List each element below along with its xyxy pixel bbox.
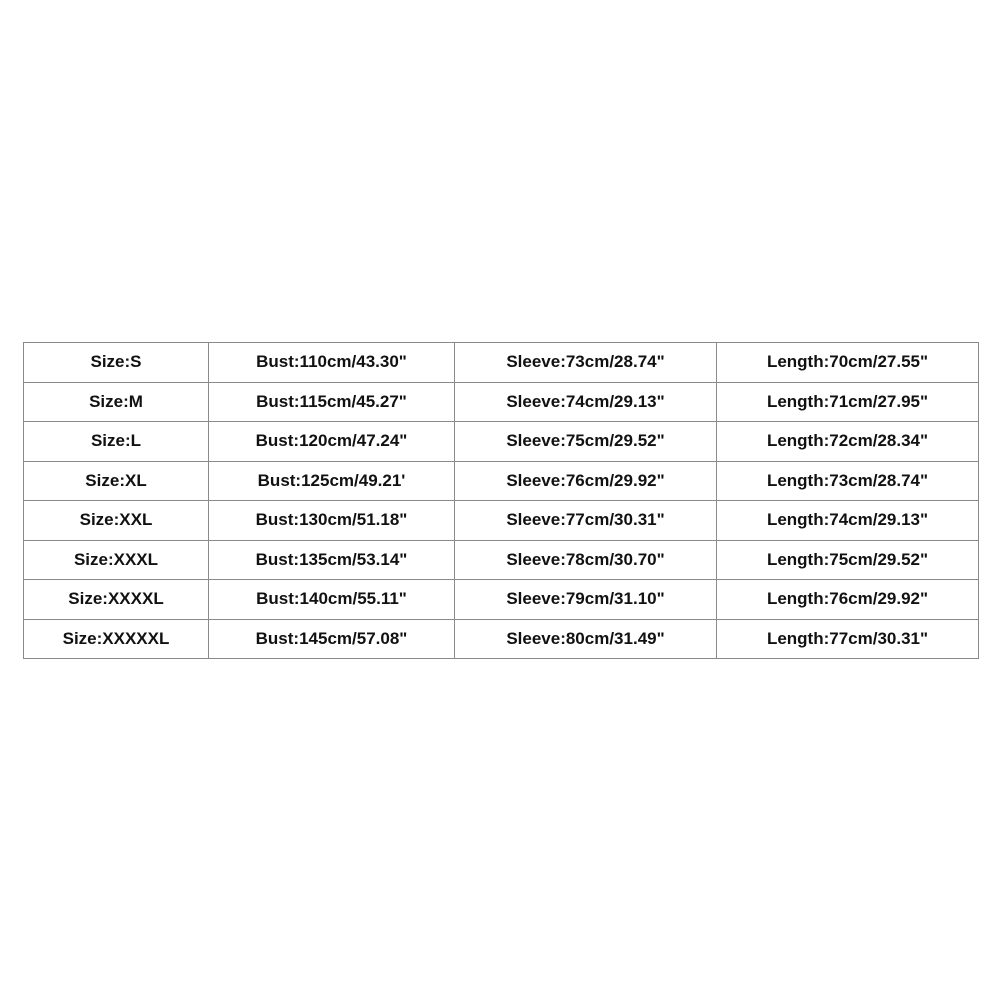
bust-cell: Bust:115cm/45.27" [209,382,455,422]
bust-cell: Bust:130cm/51.18" [209,501,455,541]
size-cell: Size:M [24,382,209,422]
bust-cell: Bust:145cm/57.08" [209,619,455,659]
sleeve-cell: Sleeve:76cm/29.92" [455,461,717,501]
sleeve-cell: Sleeve:75cm/29.52" [455,422,717,462]
table-row [24,501,979,541]
table-row [24,422,979,462]
size-cell: Size:XXXXXL [24,619,209,659]
table-row [24,619,979,659]
sleeve-cell: Sleeve:80cm/31.49" [455,619,717,659]
table-row [24,461,979,501]
length-cell: Length:70cm/27.55" [717,343,979,383]
size-cell: Size:L [24,422,209,462]
sleeve-cell: Sleeve:79cm/31.10" [455,580,717,620]
length-cell: Length:71cm/27.95" [717,382,979,422]
bust-cell: Bust:110cm/43.30" [209,343,455,383]
size-cell: Size:S [24,343,209,383]
sleeve-cell: Sleeve:73cm/28.74" [455,343,717,383]
size-cell: Size:XXL [24,501,209,541]
bust-cell: Bust:120cm/47.24" [209,422,455,462]
length-cell: Length:73cm/28.74" [717,461,979,501]
size-chart-table [23,342,979,659]
table-row [24,540,979,580]
sleeve-cell: Sleeve:74cm/29.13" [455,382,717,422]
length-cell: Length:77cm/30.31" [717,619,979,659]
sleeve-cell: Sleeve:77cm/30.31" [455,501,717,541]
bust-cell: Bust:140cm/55.11" [209,580,455,620]
size-cell: Size:XXXL [24,540,209,580]
sleeve-cell: Sleeve:78cm/30.70" [455,540,717,580]
length-cell: Length:75cm/29.52" [717,540,979,580]
size-cell: Size:XXXXL [24,580,209,620]
table-row [24,343,979,383]
size-cell: Size:XL [24,461,209,501]
length-cell: Length:72cm/28.34" [717,422,979,462]
length-cell: Length:74cm/29.13" [717,501,979,541]
table-row [24,580,979,620]
length-cell: Length:76cm/29.92" [717,580,979,620]
table-row [24,382,979,422]
bust-cell: Bust:135cm/53.14" [209,540,455,580]
bust-cell: Bust:125cm/49.21' [209,461,455,501]
